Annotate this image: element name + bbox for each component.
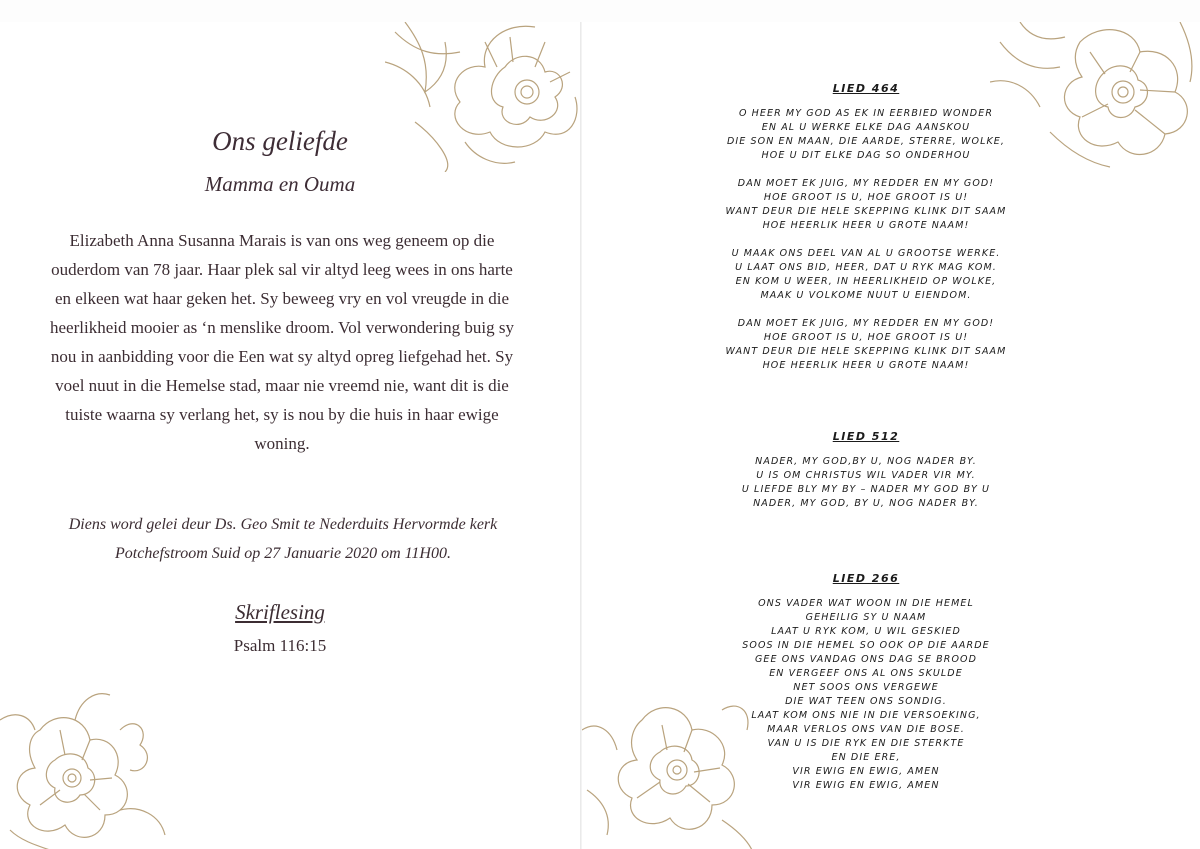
scan-top-margin <box>0 0 1200 22</box>
hymn-verse <box>582 317 1150 373</box>
lyric-line: VIR EWIG EN EWIG, AMEN <box>792 766 940 777</box>
left-page <box>0 22 582 849</box>
lyric-line: U LAAT ONS BID, HEER, DAT U RYK MAG KOM. <box>735 262 997 273</box>
lyric-line: U LIEFDE BLY MY BY – NADER MY GOD BY U <box>741 484 991 495</box>
lyric-line: U IS OM CHRISTUS WIL VADER VIR MY. <box>756 470 976 481</box>
heading-ons-geliefde: Ons geliefde <box>212 126 348 156</box>
bio-line: ouderdom van 78 jaar. Haar plek sal vir altyd leeg wees in ons harte <box>51 260 513 279</box>
lyric-line: HOE HEERLIK HEER U GROTE NAAM! <box>762 360 970 371</box>
lyric-line: EN KOM U WEER, IN HEERLIKHEID OP WOLKE, <box>735 276 997 287</box>
bio-line: voel nuut in die Hemelse stad, maar nie vreemd nie, want dit is die <box>55 376 509 395</box>
bio-line: heerlikheid mooier as ‘n menslike droom. Vol verwondering buig sy <box>50 318 514 337</box>
lyric-line: DAN MOET EK JUIG, MY REDDER EN MY GOD! <box>737 318 995 329</box>
lyric-line: HOE GROOT IS U, HOE GROOT IS U! <box>763 332 969 343</box>
scripture-reference: Psalm 116:15 <box>233 636 327 655</box>
lyric-line: DIE SON EN MAAN, DIE AARDE, STERRE, WOLKE, <box>726 136 1006 147</box>
lyric-line: EN DIE ERE, <box>831 752 901 763</box>
hymn-verse <box>582 177 1150 233</box>
hymn-lied-266 <box>582 572 1150 807</box>
lyric-line: NADER, MY GOD, BY U, NOG NADER BY. <box>753 498 979 509</box>
lyric-line: NADER, MY GOD,BY U, NOG NADER BY. <box>755 456 977 467</box>
lyric-line: GEE ONS VANDAG ONS DAG SE BROOD <box>754 654 978 665</box>
bio-paragraph <box>34 226 530 458</box>
scripture-reading-title: Skriflesing <box>235 600 325 624</box>
hymn-title: LIED 512 <box>832 430 900 443</box>
lyric-line: ONS VADER WAT WOON IN DIE HEMEL <box>758 598 974 609</box>
hymn-title: LIED 464 <box>832 82 900 95</box>
heading-mamma-en-ouma: Mamma en Ouma <box>204 172 356 196</box>
lyric-line: U MAAK ONS DEEL VAN AL U GROOTSE WERKE. <box>731 248 1001 259</box>
lyric-line: EN VERGEEF ONS AL ONS SKULDE <box>769 668 963 679</box>
bio-line: woning. <box>254 434 310 453</box>
hymn-verse <box>582 107 1150 163</box>
hymn-verse <box>582 597 1150 793</box>
lyric-line: VAN U IS DIE RYK EN DIE STERKTE <box>767 738 965 749</box>
hymn-lied-512 <box>582 430 1150 525</box>
lyric-line: HOE GROOT IS U, HOE GROOT IS U! <box>763 192 969 203</box>
lyric-line: DAN MOET EK JUIG, MY REDDER EN MY GOD! <box>737 178 995 189</box>
bio-line: en elkeen wat haar geken het. Sy beweeg vry en vol vreugde in die <box>54 289 510 308</box>
lyric-line: EN AL U WERKE ELKE DAG AANSKOU <box>761 122 971 133</box>
lyric-line: SOOS IN DIE HEMEL SO OOK OP DIE AARDE <box>742 640 990 651</box>
floral-corner-bottom-left <box>0 690 175 849</box>
right-page <box>582 22 1200 849</box>
service-details <box>28 510 538 568</box>
bio-line: Elizabeth Anna Susanna Marais is van ons weg geneem op die <box>69 231 495 250</box>
bio-line: tuiste waarna sy verlang het, sy is nou by die huis in haar ewige <box>65 405 499 424</box>
lyric-line: VIR EWIG EN EWIG, AMEN <box>792 780 940 791</box>
service-line: Diens word gelei deur Ds. Geo Smit te Nederduits Hervormde kerk <box>68 516 498 533</box>
hymn-lied-464 <box>582 82 1150 387</box>
hymn-title: LIED 266 <box>832 572 900 585</box>
lyric-line: LAAT KOM ONS NIE IN DIE VERSOEKING, <box>751 710 981 721</box>
lyric-line: WANT DEUR DIE HELE SKEPPING KLINK DIT SAAM <box>725 346 1007 357</box>
service-line: Potchefstroom Suid op 27 Januarie 2020 om 11H00. <box>115 545 451 562</box>
bio-line: nou in aanbidding voor die Een wat sy altyd opreg liefgehad het. Sy <box>50 347 514 366</box>
hymn-verse <box>582 455 1150 511</box>
lyric-line: MAAR VERLOS ONS VAN DIE BOSE. <box>767 724 965 735</box>
hymn-verse <box>582 247 1150 303</box>
lyric-line: MAAK U VOLKOME NUUT U EIENDOM. <box>760 290 972 301</box>
lyric-line: LAAT U RYK KOM, U WIL GESKIED <box>771 626 961 637</box>
lyric-line: HOE HEERLIK HEER U GROTE NAAM! <box>762 220 970 231</box>
lyric-line: WANT DEUR DIE HELE SKEPPING KLINK DIT SAAM <box>725 206 1007 217</box>
lyric-line: DIE WAT TEEN ONS SONDIG. <box>785 696 947 707</box>
lyric-line: GEHEILIG SY U NAAM <box>805 612 927 623</box>
lyric-line: NET SOOS ONS VERGEWE <box>793 682 939 693</box>
lyric-line: O HEER MY GOD AS EK IN EERBIED WONDER <box>738 108 994 119</box>
lyric-line: HOE U DIT ELKE DAG SO ONDERHOU <box>761 150 971 161</box>
